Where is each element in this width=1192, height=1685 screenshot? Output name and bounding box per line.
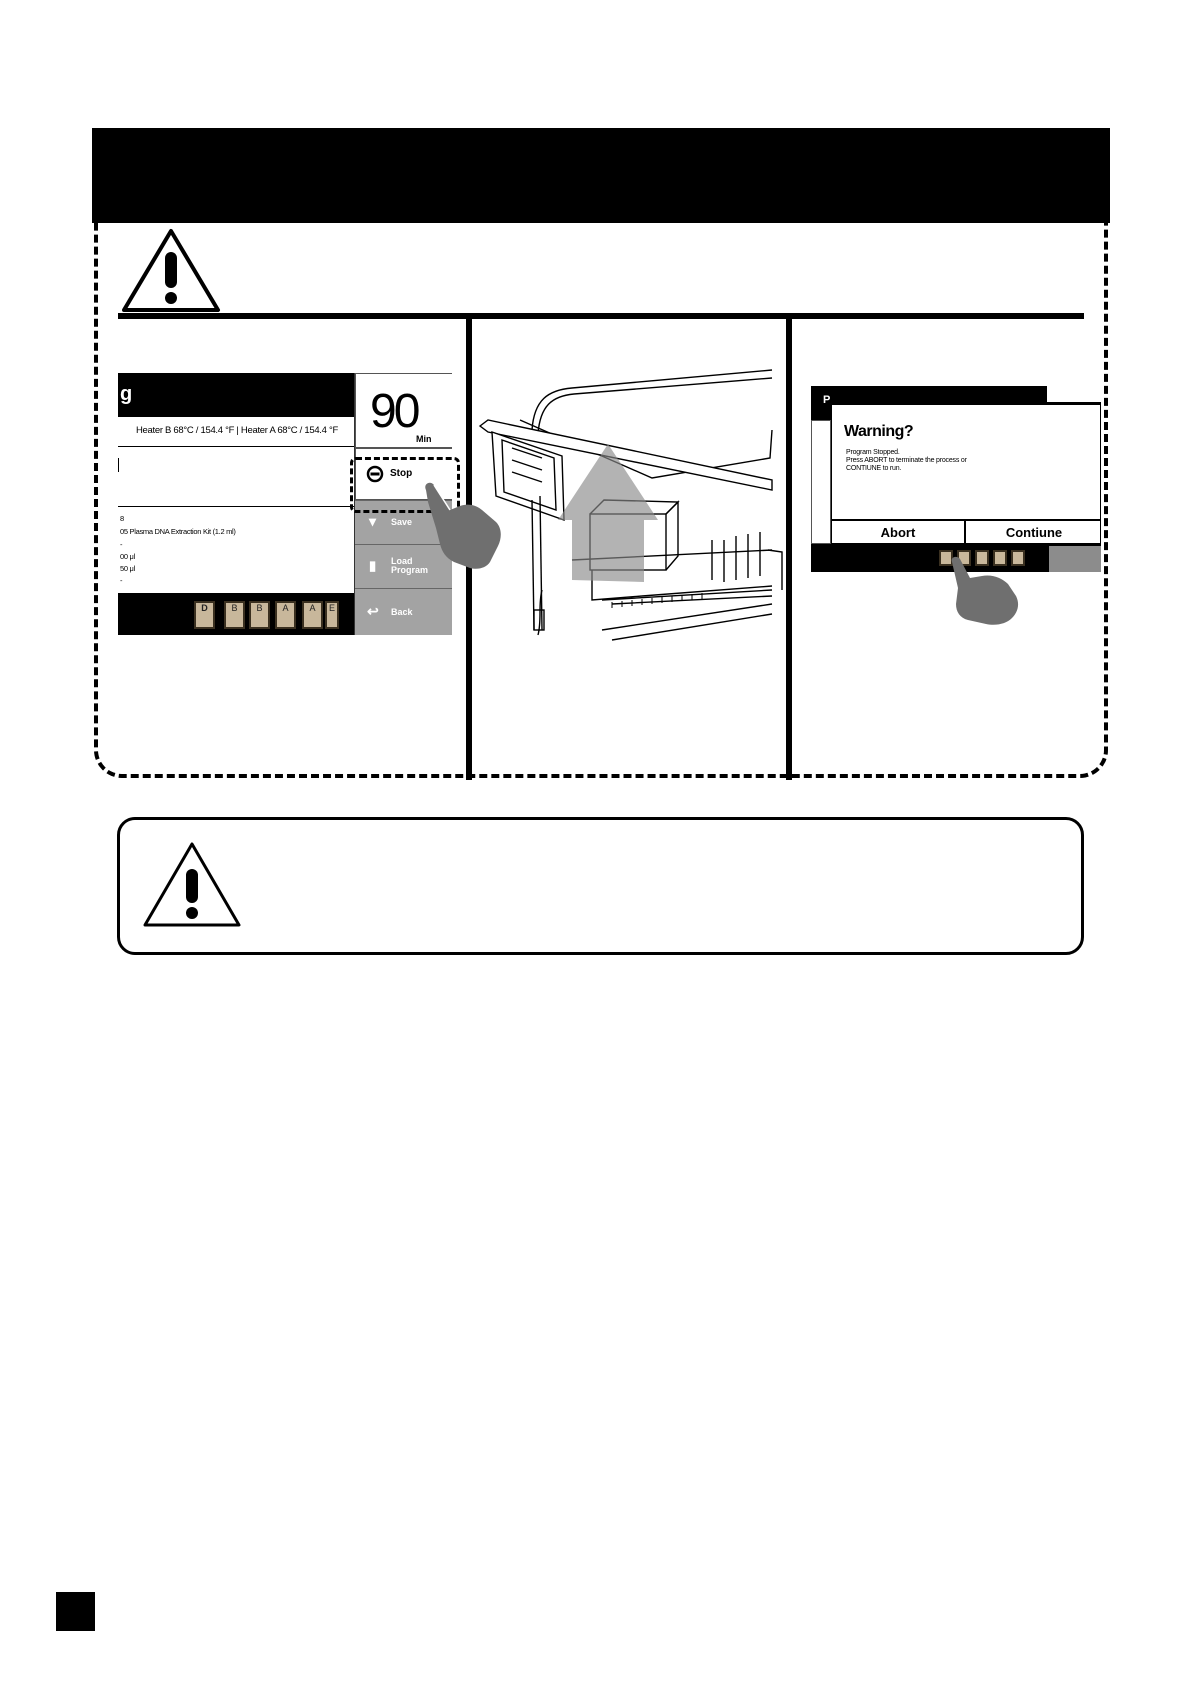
screen-tab xyxy=(1047,386,1101,402)
caution-box xyxy=(117,817,1084,955)
info-row: 00 μl xyxy=(120,552,135,561)
divider xyxy=(118,446,354,447)
back-button[interactable] xyxy=(355,588,452,635)
rack-indicator: A xyxy=(275,601,296,629)
abort-button[interactable]: Abort xyxy=(832,521,966,545)
continue-button[interactable]: Contiune xyxy=(1005,525,1063,540)
heater-status: Heater B 68°C / 154.4 °F | Heater A 68°C / 154.4 °F xyxy=(136,425,338,436)
dialog-message-line: CONTIUNE to run. xyxy=(846,465,902,472)
save-icon: ▾ xyxy=(369,513,377,529)
info-row: 50 μl xyxy=(120,564,135,573)
screen-title: g xyxy=(120,383,133,405)
program-label: Program xyxy=(391,565,429,575)
rack-indicator: B xyxy=(249,601,270,629)
back-arrow-icon: ↩ xyxy=(367,603,379,619)
up-arrow-icon xyxy=(558,444,658,582)
timer-unit: Min xyxy=(416,434,432,444)
page-number-box xyxy=(56,1592,95,1631)
save-label: Save xyxy=(391,517,413,527)
dialog-message-line: Press ABORT to terminate the process or xyxy=(846,457,967,464)
dialog-message-line: Program Stopped. xyxy=(846,449,900,456)
warning-dialog xyxy=(831,404,1101,544)
info-row: 05 Plasma DNA Extraction Kit (1.2 ml) xyxy=(120,527,236,536)
rack-indicator: D xyxy=(194,601,215,629)
back-button-fragment[interactable] xyxy=(1049,546,1101,572)
background-panel xyxy=(811,420,831,544)
load-label: Load xyxy=(391,556,413,566)
pointing-hand-icon xyxy=(948,556,1020,626)
divider xyxy=(118,506,354,507)
info-row: 8 xyxy=(120,514,124,523)
info-row: - xyxy=(120,576,123,585)
timer-value: 90 xyxy=(370,385,418,438)
background-screen-title: P xyxy=(823,394,831,406)
warning-triangle-icon xyxy=(140,839,244,929)
sd-card-icon: ▮ xyxy=(369,558,377,573)
rack-indicator: E xyxy=(325,601,339,629)
dialog-title: Warning? xyxy=(844,423,914,440)
screen-title-bar xyxy=(118,373,354,417)
timer-display xyxy=(355,373,452,448)
section-rule xyxy=(118,313,1084,319)
dialog-button-bar xyxy=(832,519,1101,545)
info-row: - xyxy=(120,540,123,549)
rack-indicator: A xyxy=(302,601,323,629)
stop-label: Stop xyxy=(390,468,413,479)
text-cursor xyxy=(118,458,119,472)
device-screen-warning xyxy=(811,386,1101,572)
panel-divider xyxy=(786,318,792,780)
back-label: Back xyxy=(391,607,413,617)
rack-indicator: B xyxy=(224,601,245,629)
rack-status-bar xyxy=(118,593,354,635)
header-bar xyxy=(92,128,1110,223)
warning-triangle-icon xyxy=(119,226,223,314)
instrument-illustration xyxy=(472,360,784,645)
